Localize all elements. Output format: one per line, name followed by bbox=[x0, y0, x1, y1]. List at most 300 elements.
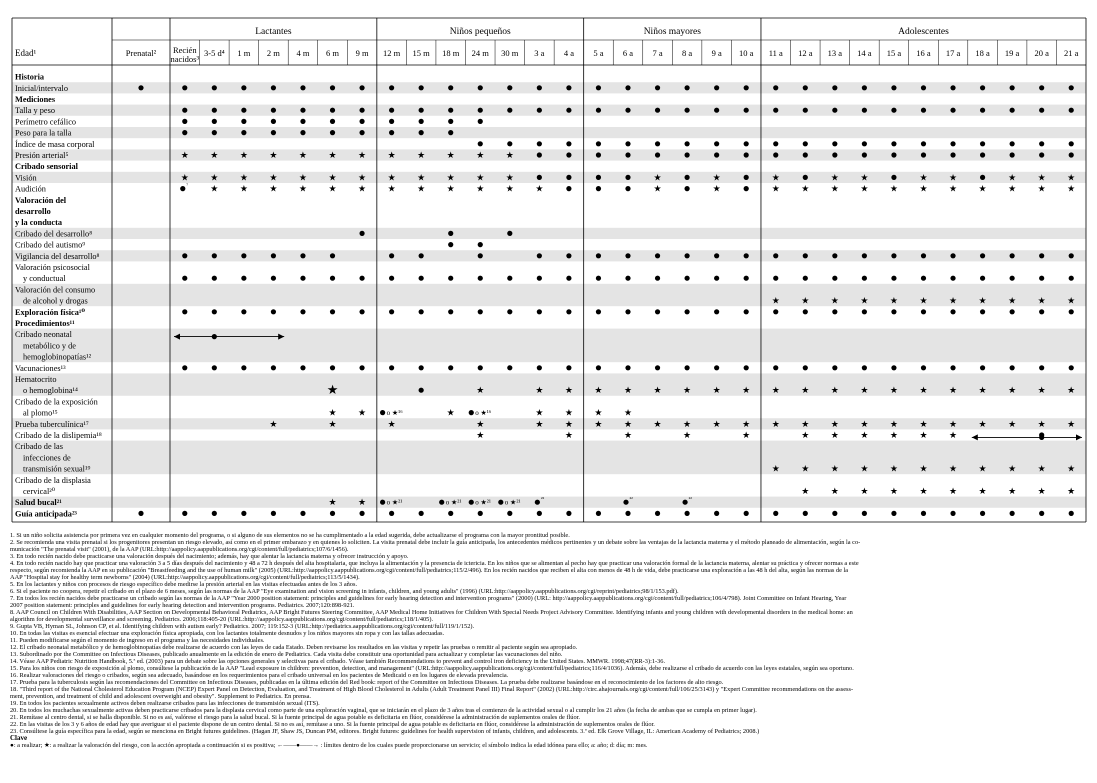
schedule-mark bbox=[744, 309, 749, 314]
svg-text:★: ★ bbox=[417, 172, 426, 183]
schedule-mark bbox=[772, 419, 780, 429]
age-column-header: 10 a bbox=[738, 48, 754, 58]
svg-text:★: ★ bbox=[889, 430, 898, 440]
schedule-mark bbox=[832, 108, 837, 113]
schedule-mark bbox=[182, 365, 187, 370]
age-column-header: nacidos³ bbox=[170, 54, 200, 64]
schedule-mark bbox=[1010, 141, 1015, 146]
schedule-mark bbox=[566, 365, 571, 370]
svg-text:★: ★ bbox=[830, 183, 839, 194]
schedule-mark bbox=[860, 296, 868, 306]
footnote: 11. Pueden modificarse según el momento de ingreso en el programa y las necesidades individuales. bbox=[10, 637, 265, 644]
schedule-mark bbox=[240, 150, 248, 160]
schedule-mark bbox=[448, 511, 453, 516]
svg-text:★: ★ bbox=[180, 172, 189, 183]
schedule-mark bbox=[891, 175, 896, 180]
row-label: metabólico y de bbox=[23, 341, 76, 351]
schedule-mark bbox=[803, 141, 808, 146]
schedule-mark bbox=[654, 385, 662, 395]
schedule-mark bbox=[890, 430, 898, 440]
schedule-mark bbox=[537, 365, 542, 370]
svg-text:★: ★ bbox=[830, 430, 839, 440]
schedule-mark bbox=[949, 296, 957, 306]
schedule-mark bbox=[388, 419, 396, 429]
schedule-mark bbox=[1069, 85, 1074, 90]
schedule-mark bbox=[566, 511, 571, 516]
schedule-mark bbox=[358, 497, 366, 507]
group-label: Niños mayores bbox=[643, 27, 701, 37]
schedule-mark bbox=[742, 419, 750, 429]
svg-text:★: ★ bbox=[948, 172, 958, 183]
schedule-mark bbox=[210, 184, 218, 194]
svg-text:★: ★ bbox=[830, 295, 839, 306]
svg-text:★: ★ bbox=[712, 183, 721, 194]
svg-text:★: ★ bbox=[594, 385, 603, 396]
schedule-mark bbox=[271, 130, 276, 135]
schedule-mark bbox=[949, 385, 957, 395]
schedule-mark bbox=[862, 253, 867, 258]
svg-text:★: ★ bbox=[948, 486, 958, 496]
schedule-mark bbox=[655, 85, 660, 90]
schedule-mark bbox=[773, 141, 778, 146]
schedule-mark bbox=[891, 276, 896, 281]
svg-text:★: ★ bbox=[860, 486, 869, 496]
schedule-mark bbox=[566, 309, 571, 314]
key-legend bbox=[10, 742, 1090, 749]
schedule-mark bbox=[330, 85, 335, 90]
svg-text:★: ★ bbox=[1067, 463, 1076, 474]
schedule-mark bbox=[980, 309, 985, 314]
row-label: Cribado del autismo⁹ bbox=[15, 240, 86, 250]
schedule-mark bbox=[448, 130, 453, 135]
range-arrow-icon: ←——●——→ bbox=[275, 742, 321, 749]
schedule-mark bbox=[241, 511, 246, 516]
svg-text:★: ★ bbox=[623, 385, 633, 396]
schedule-mark bbox=[950, 152, 955, 157]
schedule-mark bbox=[862, 152, 867, 157]
row-label: Prueba tuberculínica¹⁷ bbox=[15, 419, 89, 429]
schedule-mark bbox=[980, 365, 985, 370]
schedule-mark bbox=[417, 184, 425, 194]
schedule-mark bbox=[328, 150, 336, 160]
schedule-mark bbox=[949, 464, 957, 474]
svg-text:★: ★ bbox=[594, 407, 603, 418]
svg-text:★: ★ bbox=[476, 385, 485, 396]
svg-text:★: ★ bbox=[239, 183, 248, 194]
schedule-mark bbox=[566, 85, 571, 90]
schedule-mark bbox=[300, 85, 305, 90]
svg-text:★: ★ bbox=[1037, 295, 1046, 306]
schedule-mark bbox=[919, 486, 927, 496]
schedule-mark bbox=[565, 419, 573, 429]
svg-text:★: ★ bbox=[1067, 295, 1076, 306]
svg-text:★: ★ bbox=[889, 418, 898, 429]
svg-text:★: ★ bbox=[328, 172, 337, 183]
schedule-mark bbox=[625, 511, 630, 516]
schedule-mark bbox=[1010, 511, 1015, 516]
schedule-mark bbox=[212, 85, 217, 90]
schedule-mark bbox=[537, 141, 542, 146]
footnote: 8. AAP Council on Children With Disabilities, AAP Section on Developmental Behavioral Pediatrics, AAP Bright Futures Steering Committee, AAP Medical Home Initiatives for Children With Special Needs Project Advisory Committee. Identifying infants and young children with developmental disorders in the medical home: an bbox=[10, 609, 853, 616]
schedule-mark bbox=[744, 186, 749, 191]
age-column-header: Recién bbox=[172, 45, 197, 55]
row-label: Procedimientos¹¹ bbox=[15, 319, 75, 328]
svg-text:★: ★ bbox=[978, 418, 987, 429]
schedule-mark bbox=[537, 108, 542, 113]
schedule-mark bbox=[358, 150, 366, 160]
schedule-mark bbox=[537, 152, 542, 157]
schedule-mark bbox=[801, 464, 809, 474]
svg-text:★: ★ bbox=[535, 183, 544, 194]
schedule-mark bbox=[181, 150, 189, 160]
schedule-mark bbox=[212, 119, 217, 124]
svg-text:★: ★ bbox=[830, 463, 839, 474]
schedule-mark bbox=[1067, 385, 1075, 395]
schedule-mark bbox=[624, 385, 632, 395]
age-column-header: 6 m bbox=[326, 48, 340, 58]
schedule-mark bbox=[1069, 309, 1074, 314]
row-shade bbox=[12, 497, 1086, 508]
svg-text:★: ★ bbox=[1067, 183, 1076, 194]
schedule-mark bbox=[447, 184, 455, 194]
schedule-mark bbox=[980, 141, 985, 146]
schedule-mark bbox=[594, 419, 602, 429]
schedule-mark bbox=[327, 382, 339, 397]
schedule-mark bbox=[860, 172, 868, 182]
schedule-mark bbox=[1067, 184, 1075, 194]
footnote: 21. Remítase al centro dental, si se halla disponible. Si no es así, valórese el riesgo para la salud bucal. Si la fuente principal de agua potable es deficitaria en flúor, considérese la administración de suplementos orales de flúor. bbox=[10, 714, 580, 721]
svg-text:★: ★ bbox=[1008, 385, 1017, 396]
schedule-mark bbox=[269, 419, 277, 429]
schedule-mark bbox=[1008, 486, 1016, 496]
schedule-mark bbox=[714, 141, 719, 146]
schedule-mark bbox=[919, 464, 927, 474]
svg-text:o ★²¹: o ★²¹ bbox=[504, 498, 521, 507]
schedule-mark bbox=[566, 186, 571, 191]
svg-text:★: ★ bbox=[269, 172, 278, 183]
schedule-mark bbox=[744, 365, 749, 370]
schedule-mark bbox=[537, 175, 542, 180]
schedule-mark bbox=[801, 385, 809, 395]
schedule-mark bbox=[330, 130, 335, 135]
schedule-mark bbox=[862, 309, 867, 314]
schedule-mark bbox=[625, 276, 630, 281]
svg-text:★: ★ bbox=[801, 430, 810, 440]
svg-text:★: ★ bbox=[978, 295, 987, 306]
schedule-mark bbox=[803, 85, 808, 90]
schedule-mark bbox=[744, 108, 749, 113]
schedule-mark bbox=[1039, 253, 1044, 258]
footnote: 4. En todo recién nacido hay que practicar una valoración 3 a 5 días después del nacimiento y 48 a 72 h después del alta hospitalaria, que incluya la alimentación y la presencia de ictericia. En los niños que se alimentan al pecho hay que practicar una valoración formal de la lactancia materna, alentar su práctica y ofrecer normas a este bbox=[10, 560, 859, 567]
row-label: Visión bbox=[15, 173, 37, 183]
schedule-mark bbox=[772, 464, 780, 474]
schedule-mark bbox=[624, 430, 632, 440]
schedule-mark bbox=[476, 385, 484, 395]
schedule-mark bbox=[389, 253, 394, 258]
svg-text:★: ★ bbox=[830, 172, 839, 183]
schedule-mark bbox=[181, 172, 189, 182]
footnotes bbox=[10, 532, 1090, 749]
age-column-header: 13 a bbox=[827, 48, 843, 58]
svg-text:★: ★ bbox=[948, 385, 958, 396]
schedule-mark bbox=[625, 365, 630, 370]
schedule-mark bbox=[1039, 141, 1044, 146]
svg-text:★: ★ bbox=[771, 418, 780, 429]
schedule-mark bbox=[950, 511, 955, 516]
schedule-mark bbox=[507, 108, 512, 113]
schedule-mark bbox=[478, 85, 483, 90]
svg-text:★: ★ bbox=[948, 183, 958, 194]
svg-text:★: ★ bbox=[801, 183, 810, 194]
schedule-mark bbox=[625, 186, 630, 191]
schedule-mark bbox=[655, 253, 660, 258]
svg-text:★: ★ bbox=[919, 418, 928, 429]
age-column-header: 4 m bbox=[296, 48, 310, 58]
svg-text:o ★¹⁶: o ★¹⁶ bbox=[475, 409, 492, 418]
schedule-mark bbox=[832, 511, 837, 516]
schedule-mark bbox=[684, 365, 689, 370]
schedule-mark bbox=[388, 184, 396, 194]
svg-text:★: ★ bbox=[180, 150, 189, 160]
svg-text:★: ★ bbox=[948, 418, 958, 429]
svg-text:★: ★ bbox=[298, 150, 308, 160]
row-label: Historia bbox=[15, 72, 45, 82]
schedule-mark bbox=[507, 85, 512, 90]
schedule-mark bbox=[300, 130, 305, 135]
footnote: 23. Consúltese la guía específica para la edad, según se menciona en Bright futures guidelines. (Hagan JF, Shaw JS, Duncan PM, editores. Bright futures: guidelines for health supervision of infants, children, and adolescents. 3.ª ed. Elk Grove Village, IL: American Academy of Pediatrics; 2008.) bbox=[10, 728, 760, 735]
schedule-mark bbox=[921, 365, 926, 370]
schedule-mark bbox=[359, 108, 364, 113]
schedule-mark bbox=[714, 85, 719, 90]
schedule-mark bbox=[655, 276, 660, 281]
schedule-mark bbox=[862, 141, 867, 146]
schedule-mark bbox=[240, 172, 248, 182]
footnote: 22. En las visitas de los 3 y 6 años de edad hay que averiguar si el paciente dispone de un centro dental. Si no es así, remítase a uno. Si la fuente principal de agua potable es deficitaria en flúor, considérese la administración de suplementos orales de flúor. bbox=[10, 721, 655, 728]
dyslipidemia-range-arrow bbox=[972, 434, 1082, 440]
row-label: Audición bbox=[15, 184, 46, 194]
svg-text:★: ★ bbox=[860, 430, 869, 440]
schedule-mark bbox=[1039, 85, 1044, 90]
schedule-mark bbox=[300, 511, 305, 516]
schedule-mark bbox=[419, 365, 424, 370]
schedule-mark bbox=[1069, 511, 1074, 516]
schedule-mark bbox=[182, 108, 187, 113]
schedule-mark bbox=[476, 150, 484, 160]
svg-text:★: ★ bbox=[683, 430, 692, 440]
schedule-mark bbox=[448, 231, 453, 236]
schedule-mark bbox=[950, 85, 955, 90]
svg-text:★: ★ bbox=[239, 172, 248, 183]
svg-text:★: ★ bbox=[446, 407, 455, 418]
row-label: desarrollo bbox=[15, 207, 51, 216]
schedule-mark bbox=[138, 85, 143, 90]
svg-text:★: ★ bbox=[210, 150, 219, 160]
schedule-mark bbox=[389, 108, 394, 113]
svg-text:o ★²¹: o ★²¹ bbox=[475, 498, 491, 507]
row-label: y la conducta bbox=[15, 218, 63, 228]
schedule-mark bbox=[684, 186, 689, 191]
schedule-mark bbox=[949, 184, 957, 194]
schedule-mark bbox=[594, 385, 602, 395]
svg-text:★: ★ bbox=[476, 150, 485, 160]
schedule-mark bbox=[389, 276, 394, 281]
schedule-mark bbox=[979, 464, 987, 474]
schedule-mark bbox=[1039, 276, 1044, 281]
svg-text:★: ★ bbox=[889, 385, 898, 396]
svg-text:★: ★ bbox=[919, 463, 928, 474]
schedule-mark bbox=[832, 365, 837, 370]
schedule-mark bbox=[506, 150, 514, 160]
svg-text:★: ★ bbox=[1067, 385, 1076, 396]
age-column-header: 21 a bbox=[1064, 48, 1079, 58]
svg-text:★: ★ bbox=[712, 418, 721, 429]
schedule-mark bbox=[299, 172, 307, 182]
schedule-mark bbox=[419, 388, 424, 393]
schedule-mark bbox=[299, 150, 307, 160]
age-column-header: 3 a bbox=[534, 48, 545, 58]
footnote: 6. Si el paciente no coopera, repetir el cribado en el plazo de 6 meses, según las normas de la AAP "Eye examination and vision screening in infants, children, and young adults" (1996) (URL:http://aappolicy.aappublications.org/cgi/reprint/pediatrics;98/1/153.pdf). bbox=[10, 588, 679, 595]
schedule-mark bbox=[389, 511, 394, 516]
schedule-mark bbox=[949, 419, 957, 429]
schedule-mark bbox=[240, 184, 248, 194]
svg-text:★: ★ bbox=[328, 183, 337, 194]
schedule-mark bbox=[655, 511, 660, 516]
schedule-mark bbox=[862, 108, 867, 113]
svg-text:★: ★ bbox=[771, 385, 780, 396]
schedule-mark bbox=[773, 108, 778, 113]
footnote: AAP "Hospital stay for healthy term newborns" (2004) (URL:http://aappolicy.aappublications.org/cgi/content/full/pediatrics;113/5/1434). bbox=[10, 574, 360, 581]
svg-text:★: ★ bbox=[269, 418, 278, 429]
schedule-mark bbox=[328, 184, 336, 194]
schedule-mark bbox=[860, 385, 868, 395]
schedule-mark bbox=[300, 276, 305, 281]
svg-text:★: ★ bbox=[653, 418, 662, 429]
svg-text:★: ★ bbox=[328, 150, 337, 160]
schedule-mark bbox=[300, 108, 305, 113]
row-label: Guía anticipada²³ bbox=[15, 509, 77, 519]
schedule-mark bbox=[1010, 365, 1015, 370]
svg-text:★: ★ bbox=[1008, 463, 1017, 474]
schedule-mark bbox=[389, 365, 394, 370]
schedule-mark bbox=[772, 184, 780, 194]
schedule-mark bbox=[419, 119, 424, 124]
schedule-mark bbox=[565, 385, 573, 395]
schedule-mark bbox=[419, 108, 424, 113]
row-label: Índice de masa corporal bbox=[15, 139, 95, 149]
svg-text:★: ★ bbox=[326, 382, 339, 398]
schedule-mark bbox=[389, 130, 394, 135]
schedule-mark bbox=[1038, 419, 1046, 429]
svg-text:★: ★ bbox=[328, 418, 337, 429]
key-text-left: ●: a realizar; ★: a realizar la valoración del riesgo, con la acción apropiada a continuación si es positiva; bbox=[10, 742, 276, 749]
schedule-mark bbox=[980, 152, 985, 157]
schedule-mark bbox=[891, 152, 896, 157]
svg-text:★: ★ bbox=[653, 183, 662, 194]
schedule-mark bbox=[212, 365, 217, 370]
schedule-mark bbox=[744, 141, 749, 146]
svg-text:o ★²¹: o ★²¹ bbox=[445, 498, 462, 507]
schedule-mark bbox=[182, 253, 187, 258]
schedule-mark bbox=[358, 184, 366, 194]
age-column-header: 16 a bbox=[916, 48, 931, 58]
footnote: respecto, según recomienda la AAP en su publicación "Breastfeeding and the use of human milk" (2005) (URL:http://aappolicy.aappublications.org/cgi/content/full/pediatrics;115/2/496). En los recién nacidos que reciben el alta con menos de 48 h de vida, debe practicarse una exploración a las 48 h del alta, según las normas de la bbox=[10, 567, 849, 574]
schedule-mark bbox=[566, 276, 571, 281]
schedule-mark bbox=[831, 464, 839, 474]
svg-text:★: ★ bbox=[919, 430, 928, 440]
schedule-mark bbox=[389, 85, 394, 90]
schedule-mark bbox=[624, 419, 632, 429]
age-column-header: 12 a bbox=[798, 48, 813, 58]
schedule-mark bbox=[596, 108, 601, 113]
schedule-mark bbox=[684, 175, 689, 180]
schedule-mark bbox=[950, 309, 955, 314]
row-shade bbox=[12, 329, 1086, 363]
schedule-mark bbox=[328, 172, 336, 182]
schedule-mark bbox=[212, 253, 217, 258]
schedule-mark bbox=[950, 141, 955, 146]
schedule-mark bbox=[299, 184, 307, 194]
schedule-mark bbox=[300, 253, 305, 258]
schedule-mark bbox=[801, 419, 809, 429]
schedule-mark bbox=[476, 419, 484, 429]
footnote: 19. En todos los pacientes sexualmente activos deben realizarse cribados para las infecciones de transmisión sexual (ITS). bbox=[10, 700, 320, 707]
schedule-mark bbox=[537, 253, 542, 258]
schedule-mark bbox=[655, 108, 660, 113]
svg-text:⁷: ⁷ bbox=[186, 183, 189, 190]
svg-text:★: ★ bbox=[683, 418, 692, 429]
schedule-mark bbox=[919, 419, 927, 429]
schedule-mark bbox=[860, 419, 868, 429]
schedule-mark bbox=[654, 184, 662, 194]
row-label: Vigilancia del desarrollo⁸ bbox=[15, 251, 100, 261]
schedule-mark bbox=[1010, 253, 1015, 258]
svg-text:★: ★ bbox=[1067, 418, 1076, 429]
svg-text:★: ★ bbox=[298, 183, 308, 194]
schedule-mark bbox=[241, 119, 246, 124]
svg-text:★: ★ bbox=[358, 183, 367, 194]
schedule-mark bbox=[330, 511, 335, 516]
svg-text:★: ★ bbox=[1037, 385, 1046, 396]
schedule-mark bbox=[1069, 276, 1074, 281]
schedule-mark bbox=[566, 175, 571, 180]
svg-text:★: ★ bbox=[948, 295, 958, 306]
age-column-header: 9 m bbox=[355, 48, 369, 58]
schedule-mark bbox=[507, 141, 512, 146]
schedule-mark bbox=[862, 85, 867, 90]
svg-text:o ★¹⁶: o ★¹⁶ bbox=[386, 409, 403, 418]
schedule-mark bbox=[890, 419, 898, 429]
schedule-mark bbox=[330, 309, 335, 314]
schedule-mark bbox=[535, 385, 543, 395]
schedule-mark bbox=[980, 175, 985, 180]
schedule-mark bbox=[921, 108, 926, 113]
schedule-mark bbox=[419, 276, 424, 281]
schedule-mark bbox=[831, 296, 839, 306]
row-label: Cribado de las bbox=[15, 442, 63, 452]
key-title: Clave bbox=[10, 735, 28, 742]
schedule-mark bbox=[714, 511, 719, 516]
row-label: hemoglobinopatías¹² bbox=[23, 352, 92, 362]
schedule-mark bbox=[891, 108, 896, 113]
schedule-mark bbox=[1067, 464, 1075, 474]
svg-text:★: ★ bbox=[328, 407, 337, 418]
schedule-mark bbox=[359, 119, 364, 124]
svg-text:★: ★ bbox=[358, 172, 367, 183]
schedule-mark bbox=[684, 85, 689, 90]
schedule-mark bbox=[537, 276, 542, 281]
schedule-mark bbox=[921, 85, 926, 90]
svg-text:★: ★ bbox=[1037, 418, 1046, 429]
